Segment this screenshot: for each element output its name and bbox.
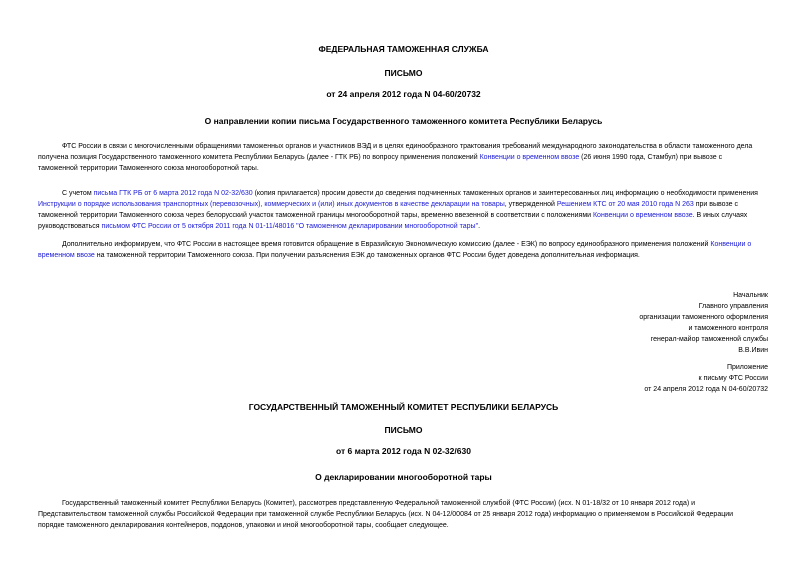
link-convention-temporary-import[interactable]: временном ввозе — [38, 252, 95, 259]
document-title: О направлении копии письма Государственного таможенного комитета Республики Беларусь — [204, 116, 603, 126]
doc-type-heading-2: ПИСЬМО — [384, 425, 423, 435]
paragraph-2 — [38, 188, 770, 232]
p4-line3: порядке таможенного декларирования контейнеров, поддонов, упаковки и иной многооборотной тары, сообщает следующее. — [38, 522, 449, 529]
p3-text: на таможенной территории Таможенного союза. При получении разъяснения ЕЭК до таможенных органов ФТС России будет доведена дополнительная информация. — [94, 252, 640, 259]
appendix-line: к письму ФТС России — [698, 375, 768, 382]
signature-line: Главного управления — [698, 303, 768, 310]
doc-type-heading: ПИСЬМО — [384, 68, 423, 78]
link-convention-temporary-import[interactable]: Конвенции о временном ввозе — [479, 154, 580, 161]
p2-text: . В иных случаях — [692, 212, 748, 219]
agency-heading: ФЕДЕРАЛЬНАЯ ТАМОЖЕННАЯ СЛУЖБА — [318, 44, 489, 54]
signature-block — [540, 290, 768, 356]
paragraph-1 — [38, 141, 770, 174]
link-fts-letter[interactable]: письмом ФТС России от 5 октября 2011 года N 01-11/48016 "О таможенном декларировании многооборотной тары" — [101, 223, 479, 230]
p1-text: (26 июня 1990 года, Стамбул) при вывозе с — [579, 154, 723, 161]
date-number-heading: от 24 апреля 2012 года N 04-60/20732 — [326, 89, 481, 99]
document-title-2: О декларировании многооборотной тары — [315, 472, 492, 482]
p2-text: руководствоваться — [38, 223, 102, 230]
p4-line2: Представительством таможенной службы Российской Федерации при таможенной службе Республики Беларусь (исх. N 04-12/00084 от 25 января 2012 года) информацию о применяемом в Российской Федерации — [38, 511, 734, 518]
signature-line: организации таможенного оформления — [639, 314, 768, 321]
appendix-line: от 24 апреля 2012 года N 04-60/20732 — [644, 386, 768, 393]
signature-line: В.В.Ивин — [738, 347, 768, 354]
signature-line: генерал-майор таможенной службы — [650, 336, 768, 343]
p2-text: . — [478, 223, 481, 230]
p2-text: таможенной территории Таможенного союза через белорусский участок таможенной границы многооборотной тары, временно ввезенной в соответствии с положениями — [38, 212, 593, 219]
signature-line: Начальник — [733, 292, 768, 299]
link-instruction[interactable]: Инструкции о порядке использования транспортных (перевозочных), коммерческих и (или) иных документов в качестве декларации на товары — [38, 201, 505, 208]
p2-text: (копия прилагается) просим довести до сведения подчиненных таможенных органов и заинтересованных лиц информацию о необходимости применения — [252, 190, 758, 197]
date-number-heading-2: от 6 марта 2012 года N 02-32/630 — [336, 446, 471, 456]
p2-text: С учетом — [62, 190, 94, 197]
link-convention-temporary-import[interactable]: Конвенции о временном ввозе — [592, 212, 693, 219]
appendix-line: Приложение — [726, 364, 768, 371]
p1-line1: ФТС России в связи с многочисленными обращениями таможенных органов и участников ВЭД и в целях единообразного трактования требований международного законодательства в области таможенного дела — [62, 143, 753, 150]
p4-line1: Государственный таможенный комитет Республики Беларусь (Комитет), рассмотрев представленную Федеральной таможенной службой (ФТС России) (исх. N 01-18/32 от 10 января 2012 года) и — [62, 500, 696, 507]
paragraph-3 — [38, 239, 770, 261]
appendix-block — [540, 362, 768, 395]
link-kts-decision[interactable]: Решением КТС от 20 мая 2010 года N 263 — [556, 201, 694, 208]
p1-text: получена позиция Государственного таможенного комитета Республики Беларусь (далее - ГТК РБ) по вопросу применения положений — [38, 154, 480, 161]
p3-text: Дополнительно информируем, что ФТС России в настоящее время готовится обращение в Евразийскую Экономическую комиссию (далее - ЕЭК) по вопросу единообразного применения положений — [62, 241, 711, 248]
link-gtk-rb-letter[interactable]: письма ГТК РБ от 6 марта 2012 года N 02-32/630 — [93, 190, 253, 197]
signature-line: и таможенного контроля — [688, 325, 768, 332]
paragraph-4 — [38, 498, 770, 531]
p2-text: при вывозе с — [693, 201, 738, 208]
link-convention-temporary-import[interactable]: Конвенции о — [710, 241, 752, 248]
agency-heading-2: ГОСУДАРСТВЕННЫЙ ТАМОЖЕННЫЙ КОМИТЕТ РЕСПУБЛИКИ БЕЛАРУСЬ — [248, 402, 559, 412]
p2-text: , утвержденной — [504, 201, 557, 208]
p1-line3: таможенной территории Таможенного союза многооборотной тары. — [38, 165, 259, 172]
